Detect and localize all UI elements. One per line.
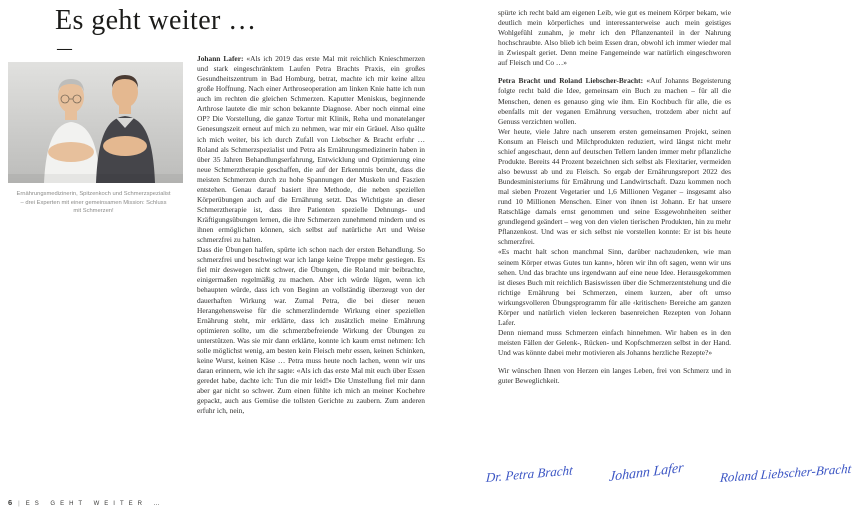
paragraph-text: Wir wünschen Ihnen von Herzen ein langes Leben, frei von Schmerz und in guter Beweglichkeit. bbox=[498, 366, 731, 386]
paragraph-text: «Auf Johanns Begeisterung folgte recht bald die Idee, gemeinsam ein Buch zu machen – für all die Menschen, denen es genauso ging wie ihm. Ein Kochbuch für alle, die es ebenfalls mit der veganen Ernährung versuchen, trotzdem aber nicht auf Genuss verzichten wollen. bbox=[498, 76, 731, 126]
running-title: ES GEHT WEITER … bbox=[25, 501, 165, 507]
paragraph bbox=[498, 8, 731, 68]
paragraph bbox=[498, 247, 731, 328]
paragraph-text: Wer heute, viele Jahre nach unserem ersten gemeinsamen Projekt, seinen Konsum an Fleisch und Milchprodukten reduziert, wird längst nicht mehr schief angeschaut, denn auf deutschen Tellern landen immer mehr pflanzliche Produkte. Bereits 44 Prozent bezeichnen sich selbst als Flexitarier, vermeiden also bewusst ab und zu Fleisch. So ergab der Ernährungsreport 2022 des Bundesministeriums für Ernährung und Landwirtschaft. Dazu kommen noch mal sieben Prozent Vegetarier und 1,6 Millionen Veganer – insgesamt also rund 10 Millionen Menschen. Einer von ihnen ist Johann. Er hat unsere Ratschläge damals ernst genommen und seine Essgewohnheiten seither grundlegend geändert – weg von den vielen tierischen Produkten, hin zu mehr Pflanzenkost. Und was er sich selbst nie vorstellen konnte: Er ist bis heute schmerzfrei. bbox=[498, 126, 731, 247]
signature-johann-lafer: Johann Lafer bbox=[608, 460, 685, 486]
paragraph-bracht-liebscher bbox=[498, 76, 731, 126]
paragraph bbox=[498, 328, 731, 358]
paragraph-closing-wish bbox=[498, 366, 731, 386]
paragraph-johann-lafer bbox=[197, 54, 425, 245]
authors-photo-illustration bbox=[8, 62, 183, 183]
speaker-name-johann-lafer: Johann Lafer: bbox=[197, 54, 244, 63]
signatures bbox=[485, 460, 853, 486]
signature-petra-bracht: Dr. Petra Bracht bbox=[485, 462, 574, 486]
paragraph-text: Dass die Übungen halfen, spürte ich schon nach der ersten Behandlung. So schmerzfrei und beschwingt war ich lange keine Treppe mehr gestiegen. Es fiel mir deswegen nicht schwer, die Übungen, die Roland mir beibrachte, einigermaßen regelmäßig zu machen. Aber ich würde lügen, wenn ich behaupten würde, dass ich von Beginn an vollständig überzeugt von der dauerhaften Wirkung war. Zumal Petra, die bei dieser neuen Herangehensweise für die schmerzlindernde Wirkung einer speziellen Ernährung steht, mir erklärte, dass ich zusätzlich meine Ernährung optimieren sollte, um die schmerzbefreiende Wirkung der Übungen zu unterstützen. Was sie mir dann erklärte, konnte ich kaum ernst nehmen: Ich solle möglichst wenig, am besten kein Fleisch mehr essen, keinen Schinken, keine Wurst, keinen Käse … Petra muss heute noch lachen, wenn wir uns daran erinnern, wie ich ihr sagte: «Als ich das erste Mal mit euch über Essen geredet habe, dachte ich: Tun die mir leid!» Die Umstellung fiel mir dann aber gar nicht so schwer. Zum einen fühlte ich mich an meiner Kochehre gepackt, auch aus Gemüse die tollsten Gerichte zu zaubern. Zum anderen erfuhr ich, nein, bbox=[197, 245, 425, 416]
authors-photo bbox=[8, 62, 183, 183]
title-dash: — bbox=[57, 41, 72, 57]
page-title: Es geht weiter … bbox=[55, 5, 257, 36]
signature-roland-liebscher-bracht: Roland Liebscher-Bracht bbox=[719, 460, 853, 486]
speaker-name-bracht-liebscher: Petra Bracht und Roland Liebscher-Bracht: bbox=[498, 76, 644, 86]
text-column-right bbox=[498, 8, 731, 386]
paragraph-text: «Es macht halt schon manchmal Sinn, darüber nachzudenken, wie man seinem Körper etwas Gutes tun kann», hören wir ihn oft sagen, wenn wir uns sehen. Und das brachte uns irgendwann auf eine neue Idee. Herausgekommen ist dieses Buch mit reichlich Basiswissen über die Schmerzentstehung und die richtige Ernährung bei Schmerzen, einem kurzen, aber oft umso wirkungsvolleren Übungsprogramm für alle ‹kritischen› Bereiche am ganzen Körper und natürlich vielen leckeren basenreichen Rezepten von Johann Lafer. bbox=[498, 247, 731, 327]
photo-caption: Ernährungsmedizinerin, Spitzenkoch und Schmerzspezialist – drei Experten mit einer gemeinsamen Mission: Schluss mit Schmerzen! bbox=[16, 191, 171, 215]
page-number: 6 bbox=[8, 498, 13, 507]
text-column-center bbox=[197, 54, 425, 416]
paragraph bbox=[197, 245, 425, 416]
paragraph-text: Denn niemand muss Schmerzen einfach hinnehmen. Wir haben es in den meisten Fällen der Gelenk-, Rücken- und Kopfschmerzen selbst in der Hand. Und was könnte dabei mehr motivieren als Johanns herzliche Rezepte?» bbox=[498, 327, 731, 358]
paragraph bbox=[498, 127, 731, 248]
photo-floor-shadow bbox=[8, 174, 183, 183]
paragraph-text: spürte ich recht bald am eigenen Leib, wie gut es meinem Körper bekam, wie deutlich mein körperliches und interessanterweise auch mein geistiges Wohlgefühl zunahm, je mehr ich den Pflanzenanteil in der Nahrung hochschraubte. Also blieb ich beim Essen dran, obwohl ich immer wieder mal in Zwiespalt geriet. Denn meine Fangemeinde war natürlich eingeschworen auf Fleisch und Co …» bbox=[498, 8, 731, 68]
page-footer bbox=[8, 498, 165, 507]
paragraph-text: «Als ich 2019 das erste Mal mit reichlich Knieschmerzen und stark eingeschränktem Laufen Petra Brachts Praxis, ein großes Gesundheitszentrum in Bad Homburg, betrat, machte ich mir keine allzu große Hoffnung. Nach einer Arthroseoperation am linken Knie hatte ich nun auch im rechten die gleichen Schmerzen. Kaputter Meniskus, beginnende Arthrose lautete die mir schon bekannte Diagnose. Aber noch einmal eine OP? Die Vorstellung, die ganze Tortur mit Klinik, Reha und monatelanger Genesungszeit erneut auf mich zu nehmen, war mir ein Gräuel. Also quälte ich mich weiter, bis ich durch Zufall von Liebscher & Bracht erfuhr … Roland als Schmerzspezialist und Petra als Ernährungsmedizinerin haben in über 35 Jahren Behandlungserfahrung, Entwicklung und Optimierung eine neue Schmerztherapie geschaffen, die auf der Erkenntnis beruht, dass die meisten Schmerzen durch zu hohe Spannungen der Muskeln und Faszien entstehen. Genau darauf basiert ihre Methode, die neben speziellen Körperübungen auch auf die Ernährung setzt. Das Wichtigste an dieser Schmerztherapie ist, dass ihre Patienten spezielle Dehnungs- und Kräftigungsübungen lernen, die ihre Schmerzen zunehmend mindern und es ihnen ermöglichen können, sich selbst auf natürliche Art und Weise schmerzfrei zu halten. bbox=[197, 54, 426, 245]
footer-separator: | bbox=[18, 501, 20, 507]
